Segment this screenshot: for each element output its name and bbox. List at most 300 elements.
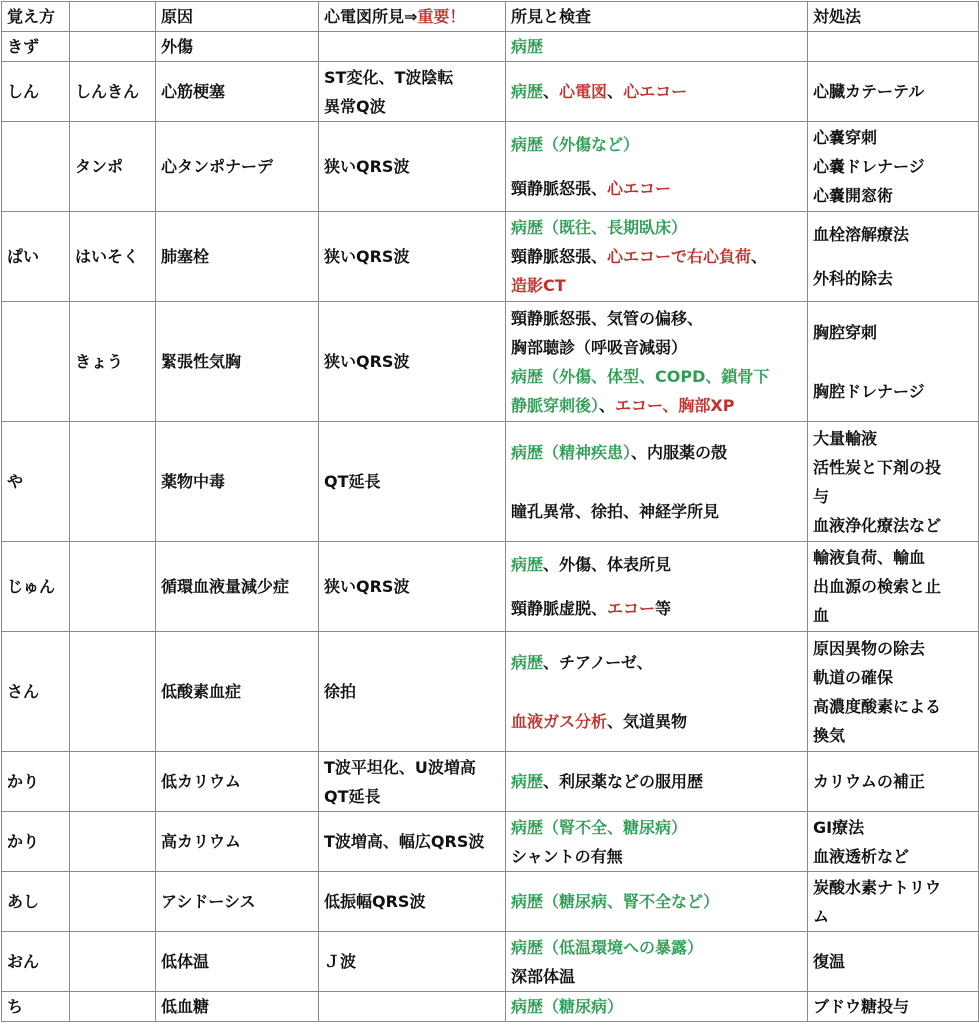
cell-cause: [156, 62, 319, 122]
cell-treatment: [808, 992, 979, 1022]
text-segment: かり: [7, 772, 40, 791]
text-segment: エコー、胸部XP: [615, 395, 735, 415]
text-segment: あし: [7, 892, 40, 911]
text-segment: 頸静脈怒張、気管の偏移、: [511, 308, 704, 328]
text-segment: 覚え方: [7, 7, 56, 26]
table-row: [2, 632, 979, 752]
cell-line: [161, 212, 318, 301]
cell-ecg-finding: [319, 62, 506, 122]
text-segment: 重要！: [417, 7, 466, 26]
text-segment: 病歴（低温環境への暴露）: [511, 937, 704, 957]
text-segment: Ｊ波: [324, 952, 357, 971]
text-segment: 心タンポナーデ: [161, 157, 274, 176]
cell-line: [511, 123, 807, 167]
cell-cause: [156, 812, 319, 872]
cell-treatment: [808, 752, 979, 812]
text-segment: 心筋梗塞: [161, 82, 226, 101]
cell-line: [324, 63, 505, 92]
text-segment: アシドーシス: [161, 892, 256, 911]
cell-line: [511, 633, 807, 692]
cell-mnemonic: [2, 632, 70, 752]
cell-findings-tests: [506, 302, 808, 422]
cell-line: [324, 92, 505, 121]
cell-cause: [156, 122, 319, 212]
cell-line: [161, 422, 318, 541]
text-segment: 、内服薬の殻: [631, 442, 728, 462]
text-segment: 静脈穿刺後）: [511, 395, 600, 415]
table-body: [2, 32, 979, 1022]
text-segment: 心エコー: [607, 178, 672, 198]
cell-line: [7, 542, 69, 631]
header-findings-tests: [506, 2, 808, 32]
cell-line: [813, 213, 978, 257]
text-segment: 病歴: [511, 37, 544, 56]
text-segment: 狭いQRS波: [324, 577, 410, 596]
text-segment: 病歴（糖尿病、腎不全など）: [511, 892, 720, 911]
cell-line: [7, 212, 69, 301]
text-segment: 血栓溶解療法: [813, 224, 910, 244]
cell-line: [161, 812, 318, 871]
cell-mnemonic-sub: [70, 632, 156, 752]
cell-mnemonic-sub: [70, 872, 156, 932]
text-segment: 大量輸液: [813, 428, 878, 448]
cell-mnemonic-sub: [70, 932, 156, 992]
text-segment: 高カリウム: [161, 832, 241, 851]
text-segment: しんきん: [75, 82, 140, 101]
text-segment: 血液浄化療法など: [813, 515, 942, 535]
cell-line: [813, 634, 978, 663]
cell-mnemonic-sub: [70, 32, 156, 62]
text-segment: 活性炭と下剤の投: [813, 457, 942, 477]
cell-cause: [156, 32, 319, 62]
cell-treatment: [808, 32, 979, 62]
text-segment: しん: [7, 82, 40, 101]
cell-mnemonic-sub: [70, 302, 156, 422]
table-row: [2, 212, 979, 302]
text-segment: ム: [813, 906, 830, 926]
table-row: [2, 542, 979, 632]
text-segment: T波増高、幅広QRS波: [324, 832, 485, 851]
text-segment: かり: [7, 832, 40, 851]
cell-cause: [156, 302, 319, 422]
cell-line: [813, 992, 978, 1021]
cell-line: [75, 302, 155, 421]
cell-line: [161, 542, 318, 631]
text-segment: 心電図: [559, 82, 608, 101]
text-segment: 循環血液量減少症: [161, 577, 290, 596]
cell-line: [813, 721, 978, 750]
text-segment: や: [7, 472, 24, 491]
cell-findings-tests: [506, 932, 808, 992]
cell-line: [324, 542, 505, 631]
cell-line: [324, 302, 505, 421]
text-segment: 原因異物の除去: [813, 638, 926, 658]
cell-ecg-finding: [319, 992, 506, 1022]
cell-ecg-finding: [319, 932, 506, 992]
text-segment: 炭酸水素ナトリウ: [813, 877, 942, 897]
text-segment: 病歴（糖尿病）: [511, 997, 624, 1016]
text-segment: 狭いQRS波: [324, 157, 410, 176]
cell-line: [813, 453, 978, 482]
cell-line: [7, 32, 69, 61]
cell-ecg-finding: [319, 872, 506, 932]
text-segment: QT延長: [324, 786, 381, 806]
text-segment: 緊張性気胸: [161, 352, 242, 371]
cell-line: [7, 62, 69, 121]
text-segment: ブドウ糖投与: [813, 997, 910, 1016]
header-treatment: [808, 2, 979, 32]
table-row: [2, 422, 979, 542]
text-segment: T波平坦化、U波増高: [324, 757, 476, 777]
table-row: [2, 752, 979, 812]
cell-line: [324, 872, 505, 931]
causes-table: [1, 1, 979, 1022]
text-segment: タンポ: [75, 157, 124, 176]
text-segment: 薬物中毒: [161, 472, 226, 491]
cell-cause: [156, 872, 319, 932]
cell-line: [511, 333, 807, 362]
cell-line: [7, 422, 69, 541]
cell-line: [161, 62, 318, 121]
header-cause: [156, 2, 319, 32]
cell-mnemonic: [2, 212, 70, 302]
cell-line: [511, 813, 807, 842]
cell-treatment: [808, 932, 979, 992]
cell-cause: [156, 992, 319, 1022]
cell-mnemonic: [2, 812, 70, 872]
cell-mnemonic: [2, 62, 70, 122]
cell-line: [7, 992, 69, 1021]
text-segment: 心嚢開窓術: [813, 186, 894, 205]
cell-cause: [156, 542, 319, 632]
cell-line: [813, 932, 978, 991]
cell-line: [511, 933, 807, 962]
text-segment: 、: [607, 82, 624, 101]
cell-line: [161, 872, 318, 931]
text-segment: 軌道の確保: [813, 667, 894, 687]
table-row: [2, 872, 979, 932]
text-segment: 等: [655, 598, 672, 618]
text-segment: 造影CT: [511, 276, 566, 295]
text-segment: 血: [813, 606, 830, 625]
table-row: [2, 932, 979, 992]
text-segment: 低カリウム: [161, 772, 241, 791]
text-segment: 低血糖: [161, 997, 210, 1016]
text-segment: 、: [599, 395, 616, 415]
cell-cause: [156, 212, 319, 302]
text-segment: 、: [751, 247, 768, 266]
text-segment: きょう: [75, 352, 124, 371]
cell-ecg-finding: [319, 632, 506, 752]
text-segment: 肺塞栓: [161, 247, 210, 266]
cell-line: [813, 663, 978, 692]
cell-line: [324, 422, 505, 541]
cell-line: [161, 632, 318, 751]
cell-line: [511, 692, 807, 751]
text-segment: 心嚢ドレナージ: [813, 157, 925, 176]
text-segment: 外傷: [161, 37, 194, 56]
text-segment: 病歴（精神疾患）: [511, 442, 632, 462]
table-row: [2, 62, 979, 122]
cell-line: [813, 482, 978, 511]
cell-line: [511, 752, 807, 811]
cell-mnemonic: [2, 992, 70, 1022]
table-row: [2, 122, 979, 212]
cell-line: [324, 782, 505, 811]
cell-line: [75, 62, 155, 121]
cell-line: [511, 587, 807, 631]
cell-mnemonic-sub: [70, 422, 156, 542]
text-segment: 病歴: [511, 82, 544, 101]
cell-line: [511, 271, 807, 300]
header-ecg-finding: [319, 2, 506, 32]
cell-line: [813, 181, 978, 210]
cell-mnemonic: [2, 752, 70, 812]
text-segment: 病歴: [511, 554, 544, 574]
text-segment: 深部体温: [511, 966, 576, 986]
cell-line: [75, 212, 155, 301]
text-segment: 狭いQRS波: [324, 247, 410, 266]
cell-line: [813, 601, 978, 630]
cell-line: [7, 872, 69, 931]
text-segment: 病歴: [511, 652, 544, 672]
cell-line: [324, 212, 505, 301]
cell-treatment: [808, 542, 979, 632]
cell-findings-tests: [506, 752, 808, 812]
cell-line: [511, 842, 807, 871]
cell-line: [813, 842, 978, 871]
text-segment: 換気: [813, 725, 846, 745]
cell-findings-tests: [506, 122, 808, 212]
text-segment: 狭いQRS波: [324, 352, 410, 371]
cell-mnemonic-sub: [70, 542, 156, 632]
cell-line: [813, 511, 978, 540]
cell-line: [161, 932, 318, 991]
text-segment: カリウムの補正: [813, 772, 925, 791]
cell-line: [813, 902, 978, 931]
text-segment: 血液透析など: [813, 846, 910, 866]
text-segment: 低体温: [161, 952, 210, 971]
cell-line: [813, 813, 978, 842]
text-segment: 病歴（腎不全、糖尿病）: [511, 817, 688, 837]
cell-findings-tests: [506, 632, 808, 752]
header-row: [2, 2, 979, 32]
text-segment: 胸腔穿刺: [813, 322, 878, 342]
cell-mnemonic: [2, 542, 70, 632]
text-segment: じゅん: [7, 577, 56, 596]
cell-mnemonic: [2, 302, 70, 422]
cell-line: [511, 362, 807, 391]
text-segment: 高濃度酸素による: [813, 696, 942, 716]
text-segment: 心臓カテーテル: [813, 82, 925, 101]
text-segment: GI療法: [813, 817, 865, 837]
cell-line: [511, 423, 807, 482]
cell-treatment: [808, 872, 979, 932]
cell-line: [75, 122, 155, 211]
text-segment: ぱい: [7, 247, 40, 266]
text-segment: 輸液負荷、輸血: [813, 548, 926, 567]
cell-line: [511, 872, 807, 931]
text-segment: 原因: [161, 7, 194, 26]
cell-mnemonic-sub: [70, 752, 156, 812]
text-segment: 、: [543, 82, 560, 101]
cell-line: [813, 152, 978, 181]
text-segment: 外科的除去: [813, 268, 894, 288]
cell-line: [813, 873, 978, 902]
text-segment: 頸静脈怒張、: [511, 178, 608, 198]
cell-ecg-finding: [319, 302, 506, 422]
cell-treatment: [808, 302, 979, 422]
text-segment: QT延長: [324, 472, 381, 491]
cell-cause: [156, 752, 319, 812]
cell-treatment: [808, 62, 979, 122]
cell-line: [813, 123, 978, 152]
cell-line: [511, 992, 807, 1021]
header-mnemonic-sub: [70, 2, 156, 32]
cell-mnemonic-sub: [70, 212, 156, 302]
cell-mnemonic: [2, 422, 70, 542]
text-segment: 瞳孔異常、徐拍、神経学所見: [511, 501, 720, 521]
text-segment: 復温: [813, 952, 846, 971]
cell-line: [511, 62, 807, 121]
cell-findings-tests: [506, 542, 808, 632]
text-segment: はいそく: [75, 247, 140, 266]
cell-line: [7, 752, 69, 811]
cell-treatment: [808, 122, 979, 212]
cell-line: [324, 632, 505, 751]
cell-line: [511, 304, 807, 333]
text-segment: 異常Q波: [324, 96, 386, 116]
cell-cause: [156, 422, 319, 542]
cell-findings-tests: [506, 872, 808, 932]
text-segment: 、利尿薬などの服用歴: [543, 772, 704, 791]
cell-ecg-finding: [319, 212, 506, 302]
cell-ecg-finding: [319, 542, 506, 632]
text-segment: 心エコー: [623, 82, 688, 101]
cell-line: [324, 812, 505, 871]
cell-line: [7, 632, 69, 751]
cell-line: [813, 257, 978, 301]
cell-line: [161, 32, 318, 61]
cell-findings-tests: [506, 32, 808, 62]
text-segment: ち: [7, 997, 24, 1016]
cell-findings-tests: [506, 812, 808, 872]
cell-line: [813, 303, 978, 362]
cell-line: [813, 424, 978, 453]
text-segment: エコー: [607, 598, 656, 618]
cell-mnemonic: [2, 32, 70, 62]
text-segment: ST変化、T波陰転: [324, 67, 454, 87]
cell-mnemonic-sub: [70, 62, 156, 122]
cell-treatment: [808, 212, 979, 302]
text-segment: 頸静脈怒張、: [511, 247, 608, 266]
text-segment: きず: [7, 37, 40, 56]
cell-line: [511, 391, 807, 420]
cell-line: [813, 692, 978, 721]
cell-line: [511, 242, 807, 271]
text-segment: 、外傷、体表所見: [543, 554, 672, 574]
header-mnemonic: [2, 2, 70, 32]
text-segment: 、気道異物: [607, 711, 688, 731]
cell-line: [511, 213, 807, 242]
cell-treatment: [808, 422, 979, 542]
cell-line: [324, 122, 505, 211]
text-segment: 所見と検査: [511, 7, 592, 26]
cell-cause: [156, 632, 319, 752]
text-segment: 心電図所見⇒: [324, 7, 418, 26]
cell-ecg-finding: [319, 752, 506, 812]
cell-mnemonic: [2, 932, 70, 992]
cell-ecg-finding: [319, 422, 506, 542]
cell-treatment: [808, 632, 979, 752]
cell-line: [511, 167, 807, 211]
cell-mnemonic: [2, 872, 70, 932]
text-segment: 病歴（既往、長期臥床）: [511, 218, 688, 237]
cell-line: [813, 752, 978, 811]
text-segment: 胸部聴診（呼吸音減弱）: [511, 337, 688, 357]
text-segment: 心嚢穿刺: [813, 128, 878, 147]
cell-mnemonic-sub: [70, 992, 156, 1022]
cell-mnemonic: [2, 122, 70, 212]
cell-ecg-finding: [319, 32, 506, 62]
cell-mnemonic-sub: [70, 122, 156, 212]
table-row: [2, 812, 979, 872]
table-row: [2, 32, 979, 62]
text-segment: 病歴（外傷など）: [511, 134, 640, 154]
cell-findings-tests: [506, 992, 808, 1022]
cell-findings-tests: [506, 422, 808, 542]
cell-cause: [156, 932, 319, 992]
text-segment: 低酸素血症: [161, 682, 242, 701]
table-row: [2, 992, 979, 1022]
cell-line: [813, 62, 978, 121]
cell-ecg-finding: [319, 122, 506, 212]
text-segment: 頸静脈虚脱、: [511, 598, 608, 618]
cell-line: [161, 122, 318, 211]
text-segment: 胸腔ドレナージ: [813, 381, 925, 401]
text-segment: シャントの有無: [511, 846, 623, 866]
cell-line: [161, 302, 318, 421]
cell-line: [813, 362, 978, 421]
cell-mnemonic-sub: [70, 812, 156, 872]
cell-line: [511, 962, 807, 991]
text-segment: 徐拍: [324, 682, 357, 701]
text-segment: 与: [813, 486, 830, 506]
cell-line: [7, 932, 69, 991]
table-row: [2, 302, 979, 422]
cell-ecg-finding: [319, 812, 506, 872]
text-segment: 、チアノーゼ、: [543, 652, 653, 672]
text-segment: 対処法: [813, 7, 862, 26]
cell-findings-tests: [506, 212, 808, 302]
text-segment: 低振幅QRS波: [324, 892, 426, 911]
text-segment: 血液ガス分析: [511, 711, 608, 731]
cell-line: [161, 752, 318, 811]
cell-line: [324, 753, 505, 782]
text-segment: 出血源の検索と止: [813, 577, 942, 596]
text-segment: 病歴: [511, 772, 544, 791]
cell-treatment: [808, 812, 979, 872]
cell-line: [813, 543, 978, 572]
cell-findings-tests: [506, 62, 808, 122]
text-segment: さん: [7, 682, 40, 701]
cell-line: [511, 482, 807, 541]
text-segment: 心エコーで右心負荷: [607, 247, 752, 266]
text-segment: おん: [7, 952, 40, 971]
cell-line: [813, 572, 978, 601]
text-segment: 病歴（外傷、体型、COPD、鎖骨下: [511, 366, 770, 386]
cell-line: [324, 932, 505, 991]
